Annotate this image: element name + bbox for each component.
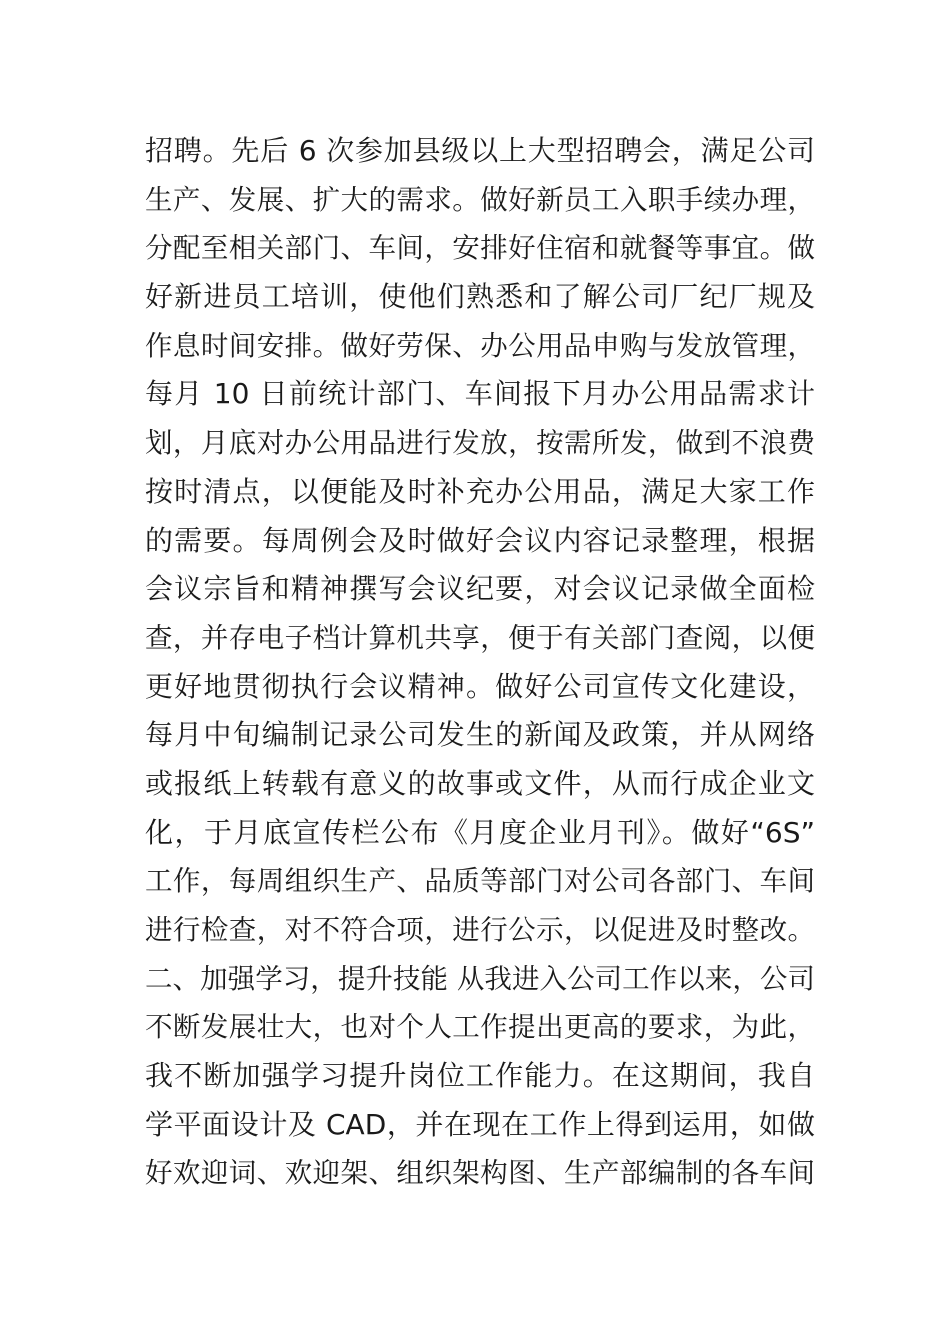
text-line: 二、加强学习，提升技能 从我进入公司工作以来，公司 — [145, 962, 815, 995]
text-line: 每月 10 日前统计部门、车间报下月办公用品需求计 — [145, 377, 815, 411]
text-line: 工作，每周组织生产、品质等部门对公司各部门、车间 — [145, 865, 815, 898]
text-line: 更好地贯彻执行会议精神。做好公司宣传文化建设， — [145, 669, 815, 703]
text-line: 每月中旬编制记录公司发生的新闻及政策，并从网络 — [145, 718, 815, 752]
text-line: 化，于月底宣传栏公布《月度企业月刊》。做好“6S” — [145, 815, 815, 849]
text-line: 分配至相关部门、车间，安排好住宿和就餐等事宜。做 — [145, 232, 815, 265]
text-line: 按时清点，以便能及时补充办公用品，满足大家工作 — [145, 474, 815, 508]
text-line: 进行检查，对不符合项，进行公示，以促进及时整改。 — [145, 914, 815, 946]
text-line: 生产、发展、扩大的需求。做好新员工入职手续办理， — [145, 183, 815, 216]
text-line: 好欢迎词、欢迎架、组织架构图、生产部编制的各车间 — [145, 1157, 815, 1190]
text-line: 好新进员工培训，使他们熟悉和了解公司厂纪厂规及 — [145, 280, 815, 314]
text-line: 划，月底对办公用品进行发放，按需所发，做到不浪费 — [145, 427, 815, 460]
body-text — [145, 127, 815, 1198]
text-line: 会议宗旨和精神撰写会议纪要，对会议记录做全面检 — [145, 572, 815, 606]
text-line: 查，并存电子档计算机共享，便于有关部门查阅，以便 — [145, 621, 815, 654]
text-line: 不断发展壮大，也对个人工作提出更高的要求，为此， — [145, 1011, 815, 1044]
text-line: 学平面设计及 CAD，并在现在工作上得到运用，如做 — [145, 1107, 815, 1141]
text-line: 作息时间安排。做好劳保、办公用品申购与发放管理， — [145, 329, 815, 362]
text-line: 或报纸上转载有意义的故事或文件，从而行成企业文 — [145, 766, 815, 800]
text-line: 我不断加强学习提升岗位工作能力。在这期间，我自 — [145, 1059, 815, 1093]
text-line: 的需要。每周例会及时做好会议内容记录整理，根据 — [145, 523, 815, 557]
text-line: 招聘。先后 6 次参加县级以上大型招聘会，满足公司 — [145, 134, 815, 167]
